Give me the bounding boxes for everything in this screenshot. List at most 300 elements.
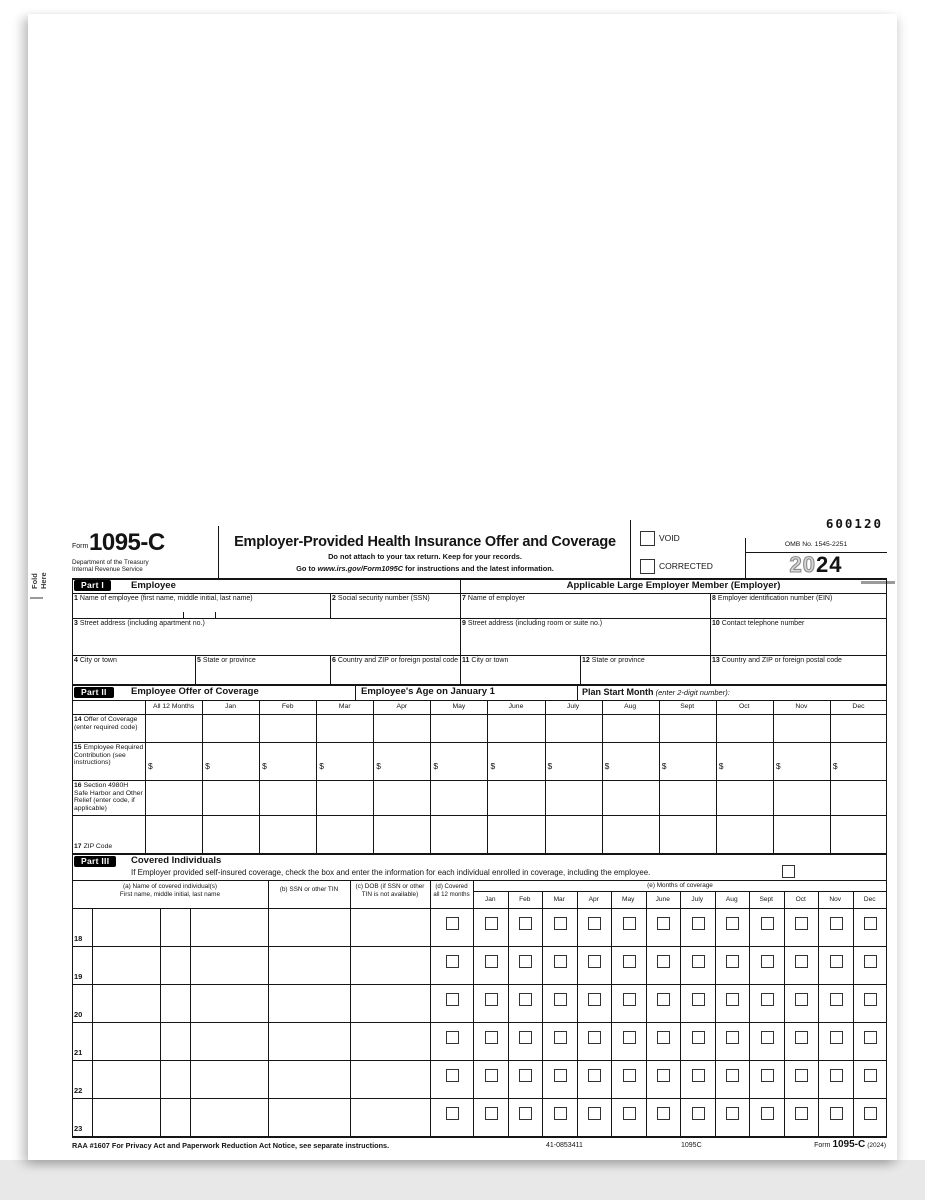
employer-name-field[interactable] — [460, 593, 710, 618]
field-number: 13 — [712, 657, 720, 664]
part3-month-header: Dec — [863, 896, 876, 903]
coverage-month-jan-checkbox[interactable] — [485, 993, 498, 1006]
dept-line1: Department of the Treasury — [72, 559, 149, 566]
coverage-month-jan-checkbox[interactable] — [485, 955, 498, 968]
coverage-month-dec-checkbox[interactable] — [864, 1031, 877, 1044]
part2-safe-harbor-cell[interactable] — [545, 780, 602, 815]
coverage-month-oct-checkbox[interactable] — [795, 1107, 808, 1120]
part2-contribution-cell[interactable] — [145, 742, 202, 780]
part3-dob-cell[interactable] — [350, 908, 430, 946]
part3-dob-cell[interactable] — [350, 1098, 430, 1136]
coverage-month-apr-checkbox[interactable] — [588, 1107, 601, 1120]
form-code: 1095C — [681, 1142, 702, 1149]
part2-contribution-cell[interactable] — [602, 742, 659, 780]
part2-zip-code-cell[interactable] — [316, 815, 373, 853]
part2-row16-label — [72, 780, 144, 815]
employer-street-field[interactable] — [460, 618, 710, 655]
field-number: 8 — [712, 595, 716, 602]
field-number: 16 — [74, 782, 82, 789]
employee-zip-field[interactable] — [330, 655, 460, 684]
dollar-sign: $ — [319, 761, 324, 771]
corrected-label: CORRECTED — [659, 561, 713, 571]
coverage-month-jan-checkbox[interactable] — [485, 1069, 498, 1082]
grid-line — [355, 686, 356, 700]
part2-offer-code-cell[interactable] — [259, 714, 316, 742]
footer-form-id — [728, 1139, 886, 1150]
dollar-sign: $ — [832, 761, 838, 771]
part2-column-header: July — [567, 703, 580, 710]
part2-offer-code-cell[interactable] — [773, 714, 830, 742]
grid-line — [218, 526, 219, 578]
fold-here-marker — [31, 545, 57, 589]
grid-line — [508, 891, 509, 1136]
employee-city-field[interactable] — [72, 655, 195, 684]
part2-offer-code-cell[interactable] — [316, 714, 373, 742]
part3-middle-initial-cell[interactable] — [160, 984, 190, 1022]
coverage-month-apr-checkbox[interactable] — [588, 955, 601, 968]
form-paper — [28, 14, 897, 1160]
part3-middle-initial-cell[interactable] — [160, 1098, 190, 1136]
coverage-month-dec-checkbox[interactable] — [864, 955, 877, 968]
grid-line — [72, 880, 887, 881]
field-number: 10 — [712, 620, 720, 627]
footer-form-number: 1095-C — [832, 1139, 866, 1150]
dollar-sign: $ — [775, 761, 781, 771]
part2-contribution-cell[interactable] — [259, 742, 316, 780]
part3-month-header: Sept — [759, 896, 774, 903]
part3-dob-cell[interactable] — [350, 984, 430, 1022]
corrected-checkbox[interactable] — [640, 559, 655, 574]
coverage-month-june-checkbox[interactable] — [657, 993, 670, 1006]
field-label: Social security number (SSN) — [337, 595, 430, 602]
part3-middle-initial-cell[interactable] — [160, 908, 190, 946]
field-number: 11 — [462, 657, 470, 664]
part2-row14-label — [72, 714, 144, 742]
coverage-month-aug-checkbox[interactable] — [726, 955, 739, 968]
dollar-sign: $ — [604, 761, 610, 771]
part2-safe-harbor-cell[interactable] — [830, 780, 887, 815]
part2-offer-code-cell[interactable] — [830, 714, 887, 742]
dollar-sign: $ — [490, 761, 496, 771]
part3-col-a-line2: First name, middle initial, last name — [119, 891, 221, 898]
part3-instruction: If Employer provided self-insured coverage, check the box and enter the information for each individual enrolled in coverage, including the employee. — [131, 868, 651, 877]
dollar-sign: $ — [433, 761, 439, 771]
part2-contribution-cell[interactable] — [487, 742, 544, 780]
part2-safe-harbor-cell[interactable] — [259, 780, 316, 815]
part3-ssn-cell[interactable] — [268, 946, 350, 984]
part2-contribution-cell[interactable] — [373, 742, 430, 780]
part3-first-name-cell[interactable] — [92, 1060, 160, 1098]
coverage-month-june-checkbox[interactable] — [657, 1069, 670, 1082]
coverage-month-may-checkbox[interactable] — [623, 955, 636, 968]
ssn-field[interactable] — [330, 593, 460, 618]
part3-dob-cell[interactable] — [350, 1022, 430, 1060]
coverage-month-july-checkbox[interactable] — [692, 1107, 705, 1120]
part2-safe-harbor-cell[interactable] — [145, 780, 202, 815]
coverage-month-jan-checkbox[interactable] — [485, 917, 498, 930]
coverage-month-nov-checkbox[interactable] — [830, 1031, 843, 1044]
plan-start-bold: Plan Start Month — [582, 687, 654, 697]
part3-ssn-cell[interactable] — [268, 908, 350, 946]
footer-form-year: (2024) — [867, 1142, 886, 1149]
grid-line — [853, 891, 854, 1136]
field-label: Country and ZIP or foreign postal code — [721, 657, 842, 664]
coverage-month-june-checkbox[interactable] — [657, 1031, 670, 1044]
part3-first-name-cell[interactable] — [92, 1098, 160, 1136]
part2-zip-code-cell[interactable] — [830, 815, 887, 853]
grid-line — [577, 891, 578, 1136]
part2-column-header: Feb — [281, 703, 294, 710]
serial-number: 600120 — [825, 516, 883, 531]
part2-age-heading: Employee's Age on January 1 — [361, 686, 495, 697]
coverage-month-nov-checkbox[interactable] — [830, 993, 843, 1006]
part3-first-name-cell[interactable] — [92, 984, 160, 1022]
employer-zip-field[interactable] — [710, 655, 887, 684]
field-number: 15 — [74, 744, 82, 751]
part3-col-a-line1: (a) Name of covered individual(s) — [122, 883, 218, 890]
field-label: City or town — [471, 657, 509, 664]
covered-all-12-months-checkbox[interactable] — [446, 1107, 459, 1120]
part2-offer-code-cell[interactable] — [716, 714, 773, 742]
coverage-month-may-checkbox[interactable] — [623, 917, 636, 930]
coverage-month-june-checkbox[interactable] — [657, 1107, 670, 1120]
part2-zip-code-cell[interactable] — [602, 815, 659, 853]
text-block — [72, 559, 149, 573]
coverage-month-nov-checkbox[interactable] — [830, 955, 843, 968]
coverage-month-oct-checkbox[interactable] — [795, 917, 808, 930]
part3-col-e: (e) Months of coverage — [647, 882, 713, 889]
field-label: State or province — [591, 657, 645, 664]
dollar-sign: $ — [718, 761, 724, 771]
coverage-month-apr-checkbox[interactable] — [588, 1031, 601, 1044]
coverage-month-feb-checkbox[interactable] — [519, 1107, 532, 1120]
coverage-month-mar-checkbox[interactable] — [554, 1069, 567, 1082]
coverage-month-sept-checkbox[interactable] — [761, 993, 774, 1006]
part3-last-name-cell[interactable] — [190, 908, 268, 946]
coverage-month-oct-checkbox[interactable] — [795, 955, 808, 968]
part3-ssn-cell[interactable] — [268, 1098, 350, 1136]
part2-contribution-cell[interactable] — [316, 742, 373, 780]
part2-offer-code-cell[interactable] — [545, 714, 602, 742]
field-label: City or town — [79, 657, 117, 664]
covered-all-12-months-checkbox[interactable] — [446, 1031, 459, 1044]
coverage-month-mar-checkbox[interactable] — [554, 955, 567, 968]
part2-row15-label — [72, 742, 144, 780]
part3-middle-initial-cell[interactable] — [160, 946, 190, 984]
part2-offer-code-cell[interactable] — [659, 714, 716, 742]
grid-line — [818, 891, 819, 1136]
coverage-month-apr-checkbox[interactable] — [588, 917, 601, 930]
coverage-month-june-checkbox[interactable] — [657, 955, 670, 968]
field-number: 3 — [74, 620, 78, 627]
part2-contribution-cell[interactable] — [545, 742, 602, 780]
dept-line2: Internal Revenue Service — [72, 566, 143, 574]
part2-contribution-cell[interactable] — [659, 742, 716, 780]
coverage-month-feb-checkbox[interactable] — [519, 955, 532, 968]
coverage-month-aug-checkbox[interactable] — [726, 1069, 739, 1082]
field-number: 14 — [74, 716, 82, 723]
dollar-sign: $ — [205, 761, 210, 771]
part3-col-c-line1: (c) DOB (if SSN or other — [355, 883, 425, 890]
field-number: 6 — [332, 657, 336, 664]
field-label: ZIP Code — [83, 843, 113, 850]
part3-ssn-cell[interactable] — [268, 1060, 350, 1098]
part3-first-name-cell[interactable] — [92, 908, 160, 946]
coverage-month-july-checkbox[interactable] — [692, 993, 705, 1006]
part2-contribution-cell[interactable] — [773, 742, 830, 780]
goto-suffix: for instructions and the latest information. — [403, 564, 554, 573]
part3-first-name-cell[interactable] — [92, 1022, 160, 1060]
coverage-month-dec-checkbox[interactable] — [864, 993, 877, 1006]
part2-row17-label — [72, 841, 144, 855]
coverage-month-aug-checkbox[interactable] — [726, 1031, 739, 1044]
part2-zip-code-cell[interactable] — [659, 815, 716, 853]
field-number: 12 — [582, 657, 590, 664]
coverage-month-oct-checkbox[interactable] — [795, 1031, 808, 1044]
part3-ssn-cell[interactable] — [268, 1022, 350, 1060]
part3-middle-initial-cell[interactable] — [160, 1022, 190, 1060]
field-number: 4 — [74, 657, 78, 664]
part2-zip-code-cell[interactable] — [259, 815, 316, 853]
part2-offer-code-cell[interactable] — [487, 714, 544, 742]
coverage-month-apr-checkbox[interactable] — [588, 1069, 601, 1082]
part2-contribution-cell[interactable] — [202, 742, 259, 780]
form-goto-line — [220, 564, 630, 573]
coverage-month-nov-checkbox[interactable] — [830, 917, 843, 930]
coverage-month-aug-checkbox[interactable] — [726, 1107, 739, 1120]
dollar-sign: $ — [547, 761, 553, 771]
coverage-month-feb-checkbox[interactable] — [519, 1031, 532, 1044]
employee-street-field[interactable] — [72, 618, 460, 655]
part2-column-header: All 12 Months — [152, 703, 195, 710]
coverage-month-july-checkbox[interactable] — [692, 917, 705, 930]
footer-form-word: Form — [814, 1142, 831, 1149]
part3-row-number: 22 — [74, 1086, 83, 1095]
coverage-month-aug-checkbox[interactable] — [726, 993, 739, 1006]
part3-col-d-line2: all 12 months — [433, 891, 470, 898]
coverage-month-jan-checkbox[interactable] — [485, 1107, 498, 1120]
coverage-month-mar-checkbox[interactable] — [554, 993, 567, 1006]
coverage-month-sept-checkbox[interactable] — [761, 917, 774, 930]
part2-safe-harbor-cell[interactable] — [602, 780, 659, 815]
field-label: Employee Required Contribution (see instructions) — [74, 744, 144, 767]
coverage-month-feb-checkbox[interactable] — [519, 993, 532, 1006]
ein-field[interactable] — [710, 593, 887, 618]
coverage-month-jan-checkbox[interactable] — [485, 1031, 498, 1044]
part2-safe-harbor-cell[interactable] — [202, 780, 259, 815]
coverage-month-may-checkbox[interactable] — [623, 1107, 636, 1120]
coverage-month-feb-checkbox[interactable] — [519, 917, 532, 930]
catalog-number: 41-0853411 — [546, 1142, 583, 1149]
grid-line — [784, 891, 785, 1136]
grid-line — [72, 1136, 887, 1138]
part2-safe-harbor-cell[interactable] — [373, 780, 430, 815]
form-word: Form — [72, 543, 89, 550]
void-checkbox[interactable] — [640, 531, 655, 546]
coverage-month-july-checkbox[interactable] — [692, 1069, 705, 1082]
coverage-month-dec-checkbox[interactable] — [864, 1069, 877, 1082]
self-insured-checkbox[interactable] — [782, 865, 795, 878]
coverage-month-mar-checkbox[interactable] — [554, 1107, 567, 1120]
coverage-month-sept-checkbox[interactable] — [761, 1069, 774, 1082]
employer-state-field[interactable] — [580, 655, 710, 684]
part3-col-b: (b) SSN or other TIN — [279, 886, 339, 893]
covered-all-12-months-checkbox[interactable] — [446, 917, 459, 930]
form-title: Employer-Provided Health Insurance Offer and Coverage — [234, 534, 616, 550]
part3-month-header: Oct — [795, 896, 806, 903]
part3-row-number: 18 — [74, 934, 83, 943]
part3-row-number: 19 — [74, 972, 83, 981]
tax-year — [745, 554, 887, 576]
form-number: 1095-C — [89, 529, 165, 556]
plan-start-month-heading — [582, 686, 730, 699]
part2-zip-code-cell[interactable] — [545, 815, 602, 853]
dollar-sign: $ — [148, 761, 153, 771]
fold-here-line1: Fold — [30, 573, 39, 589]
coverage-month-june-checkbox[interactable] — [657, 917, 670, 930]
fold-tick-left — [30, 597, 43, 599]
tax-year-suffix: 24 — [816, 552, 843, 577]
coverage-month-sept-checkbox[interactable] — [761, 955, 774, 968]
coverage-month-mar-checkbox[interactable] — [554, 1031, 567, 1044]
employer-city-field[interactable] — [460, 655, 580, 684]
field-number: 2 — [332, 595, 336, 602]
coverage-month-feb-checkbox[interactable] — [519, 1069, 532, 1082]
goto-url: www.irs.gov/Form1095C — [317, 564, 404, 573]
coverage-month-dec-checkbox[interactable] — [864, 1107, 877, 1120]
table-surface — [0, 1160, 925, 1200]
field-number: 1 — [74, 595, 78, 602]
part2-column-header: Nov — [795, 703, 808, 710]
part3-month-header: July — [691, 896, 704, 903]
coverage-month-may-checkbox[interactable] — [623, 993, 636, 1006]
part2-column-header: Apr — [396, 703, 408, 710]
field-number: 7 — [462, 595, 466, 602]
part2-safe-harbor-cell[interactable] — [316, 780, 373, 815]
part3-col-c-line2: TIN is not available) — [361, 891, 419, 898]
coverage-month-may-checkbox[interactable] — [623, 1069, 636, 1082]
coverage-month-aug-checkbox[interactable] — [726, 917, 739, 930]
part3-badge: Part III — [74, 856, 116, 867]
part3-last-name-cell[interactable] — [190, 946, 268, 984]
employee-state-field[interactable] — [195, 655, 330, 684]
coverage-month-mar-checkbox[interactable] — [554, 917, 567, 930]
part3-col-d-line1: (d) Covered — [435, 883, 468, 890]
part2-safe-harbor-cell[interactable] — [773, 780, 830, 815]
part3-middle-initial-cell[interactable] — [160, 1060, 190, 1098]
part2-badge: Part II — [74, 687, 114, 698]
part3-first-name-cell[interactable] — [92, 946, 160, 984]
dollar-sign: $ — [262, 761, 267, 771]
grid-line — [749, 891, 750, 1136]
part2-column-header: Dec — [852, 703, 865, 710]
part3-last-name-cell[interactable] — [190, 984, 268, 1022]
part2-offer-code-cell[interactable] — [145, 714, 202, 742]
part3-dob-cell[interactable] — [350, 1060, 430, 1098]
coverage-month-july-checkbox[interactable] — [692, 955, 705, 968]
field-label: Street address (including room or suite no.) — [467, 620, 603, 627]
part2-offer-code-cell[interactable] — [602, 714, 659, 742]
coverage-month-oct-checkbox[interactable] — [795, 1069, 808, 1082]
part3-last-name-cell[interactable] — [190, 1098, 268, 1136]
grid-line — [715, 891, 716, 1136]
part3-last-name-cell[interactable] — [190, 1060, 268, 1098]
part2-zip-code-cell[interactable] — [202, 815, 259, 853]
field-number: 5 — [197, 657, 201, 664]
part2-contribution-cell[interactable] — [716, 742, 773, 780]
part2-safe-harbor-cell[interactable] — [430, 780, 487, 815]
coverage-month-oct-checkbox[interactable] — [795, 993, 808, 1006]
part2-heading: Employee Offer of Coverage — [131, 686, 259, 697]
part2-safe-harbor-cell[interactable] — [716, 780, 773, 815]
part1-badge: Part I — [74, 580, 111, 591]
field-label: Contact telephone number — [721, 620, 805, 627]
grid-line — [646, 891, 647, 1136]
field-label: Employer identification number (EIN) — [717, 595, 833, 602]
field-label: State or province — [202, 657, 256, 664]
part2-zip-code-cell[interactable] — [716, 815, 773, 853]
part2-zip-code-cell[interactable] — [430, 815, 487, 853]
part2-contribution-cell[interactable] — [430, 742, 487, 780]
coverage-month-dec-checkbox[interactable] — [864, 917, 877, 930]
void-label: VOID — [659, 533, 680, 543]
employee-name-field[interactable] — [72, 593, 330, 618]
omb-number: OMB No. 1545-2251 — [784, 541, 848, 548]
part3-dob-cell[interactable] — [350, 946, 430, 984]
coverage-month-july-checkbox[interactable] — [692, 1031, 705, 1044]
part2-zip-code-cell[interactable] — [487, 815, 544, 853]
form-subtitle: Do not attach to your tax return. Keep for your records. — [328, 552, 522, 561]
part1-heading: Employee — [131, 580, 176, 591]
part2-column-header: Mar — [338, 703, 351, 710]
part2-zip-code-cell[interactable] — [145, 815, 202, 853]
part2-offer-code-cell[interactable] — [373, 714, 430, 742]
covered-all-12-months-checkbox[interactable] — [446, 955, 459, 968]
covered-all-12-months-checkbox[interactable] — [446, 993, 459, 1006]
part3-row-number: 21 — [74, 1048, 83, 1057]
part2-safe-harbor-cell[interactable] — [659, 780, 716, 815]
part2-safe-harbor-cell[interactable] — [487, 780, 544, 815]
part2-offer-code-cell[interactable] — [202, 714, 259, 742]
coverage-month-apr-checkbox[interactable] — [588, 993, 601, 1006]
grid-line — [611, 891, 612, 1136]
coverage-month-may-checkbox[interactable] — [623, 1031, 636, 1044]
dollar-sign: $ — [661, 761, 667, 771]
part3-month-header: Mar — [553, 896, 565, 903]
part2-offer-code-cell[interactable] — [430, 714, 487, 742]
coverage-month-sept-checkbox[interactable] — [761, 1031, 774, 1044]
part3-last-name-cell[interactable] — [190, 1022, 268, 1060]
part2-column-header: Sept — [680, 703, 695, 710]
part3-row-number: 20 — [74, 1010, 83, 1019]
coverage-month-nov-checkbox[interactable] — [830, 1107, 843, 1120]
part3-ssn-cell[interactable] — [268, 984, 350, 1022]
part2-column-header: June — [508, 703, 524, 710]
plan-start-note: (enter 2-digit number): — [653, 688, 730, 697]
coverage-month-nov-checkbox[interactable] — [830, 1069, 843, 1082]
part2-zip-code-cell[interactable] — [373, 815, 430, 853]
part3-month-header: Nov — [829, 896, 842, 903]
covered-all-12-months-checkbox[interactable] — [446, 1069, 459, 1082]
dollar-sign: $ — [376, 761, 382, 771]
part3-month-header: Aug — [725, 896, 738, 903]
part2-contribution-cell[interactable] — [830, 742, 887, 780]
field-label: Name of employer — [467, 595, 526, 602]
part2-zip-code-cell[interactable] — [773, 815, 830, 853]
part3-month-header: May — [622, 896, 635, 903]
coverage-month-sept-checkbox[interactable] — [761, 1107, 774, 1120]
contact-phone-field[interactable] — [710, 618, 887, 655]
